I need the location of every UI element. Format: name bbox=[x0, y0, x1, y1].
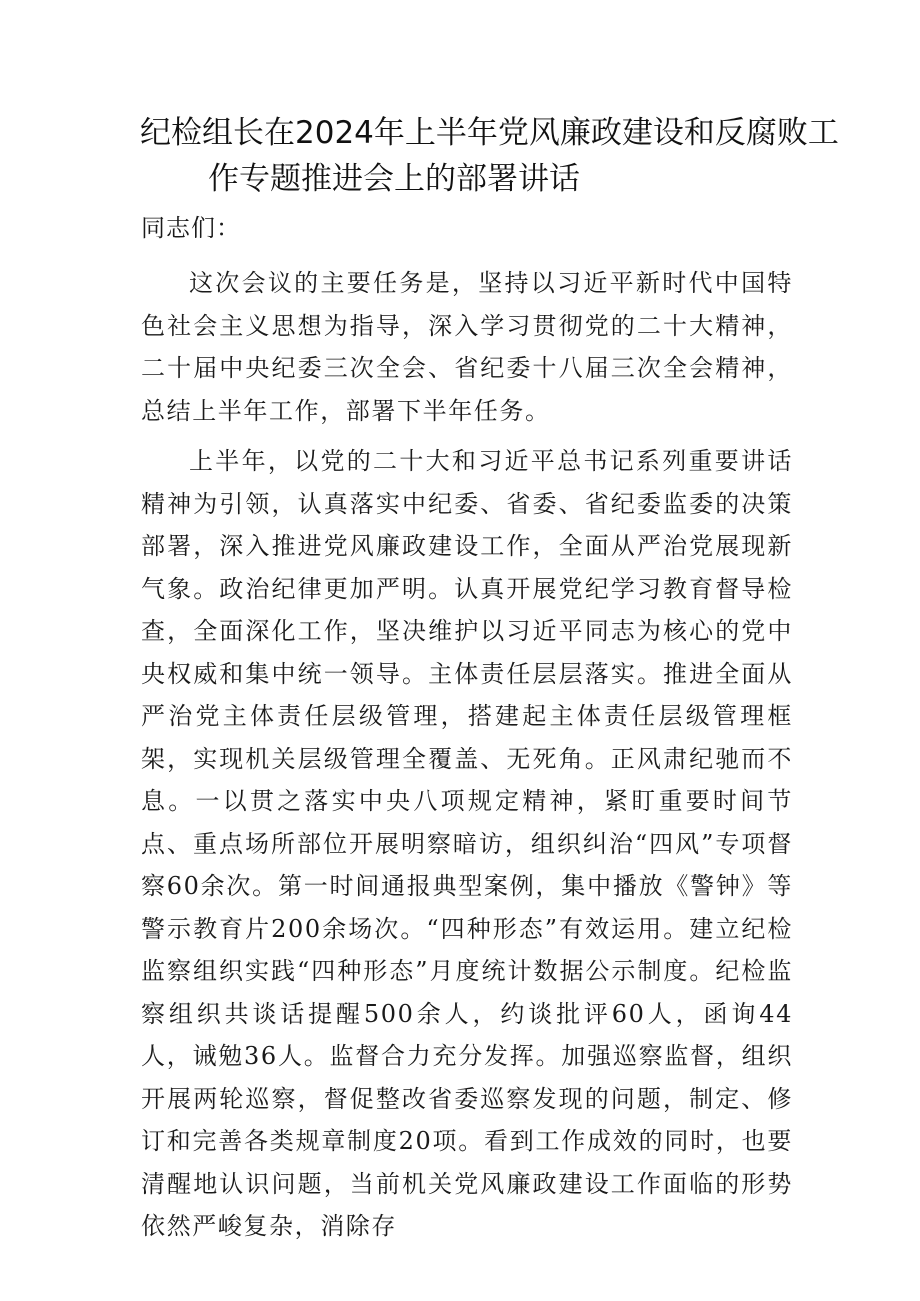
title-line-1: 纪检组长在2024年上半年党风廉政建设和反腐败工 bbox=[140, 115, 839, 151]
document-title bbox=[140, 110, 839, 202]
paragraph-2: 上半年，以党的二十大和习近平总书记系列重要讲话精神为引领，认真落实中纪委、省委、省纪委监委的决策部署，深入推进党风廉政建设工作，全面从严治党展现新气象。政治纪律更加严明。认真开展党纪学习教育督导检查，全面深化工作，坚决维护以习近平同志为核心的党中央权威和集中统一领导。主体责任层层落实。推进全面从严治党主体责任层级管理，搭建起主体责任层级管理框架，实现机关层级管理全覆盖、无死角。正风肃纪驰而不息。一以贯之落实中央八项规定精神，紧盯重要时间节点、重点场所部位开展明察暗访，组织纠治“四风”专项督察60余次。第一时间通报典型案例，集中播放《警钟》等警示教育片200余场次。“四种形态”有效运用。建立纪检监察组织实践“四种形态”月度统计数据公示制度。纪检监察组织共谈话提醒500余人，约谈批评60人，函询44人，诫勉36人。监督合力充分发挥。加强巡察监督，组织开展两轮巡察，督促整改省委巡察发现的问题，制定、修订和完善各类规章制度20项。看到工作成效的同时，也要清醒地认识问题，当前机关党风廉政建设工作面临的形势依然严峻复杂，消除存 bbox=[141, 447, 793, 1240]
salutation: 同志们： bbox=[141, 214, 241, 242]
title-line-2: 作专题推进会上的部署讲话 bbox=[208, 161, 580, 197]
paragraph-1: 这次会议的主要任务是，坚持以习近平新时代中国特色社会主义思想为指导，深入学习贯彻党的二十大精神，二十届中央纪委三次全会、省纪委十八届三次全会精神，总结上半年工作，部署下半年任务。 bbox=[141, 269, 793, 425]
